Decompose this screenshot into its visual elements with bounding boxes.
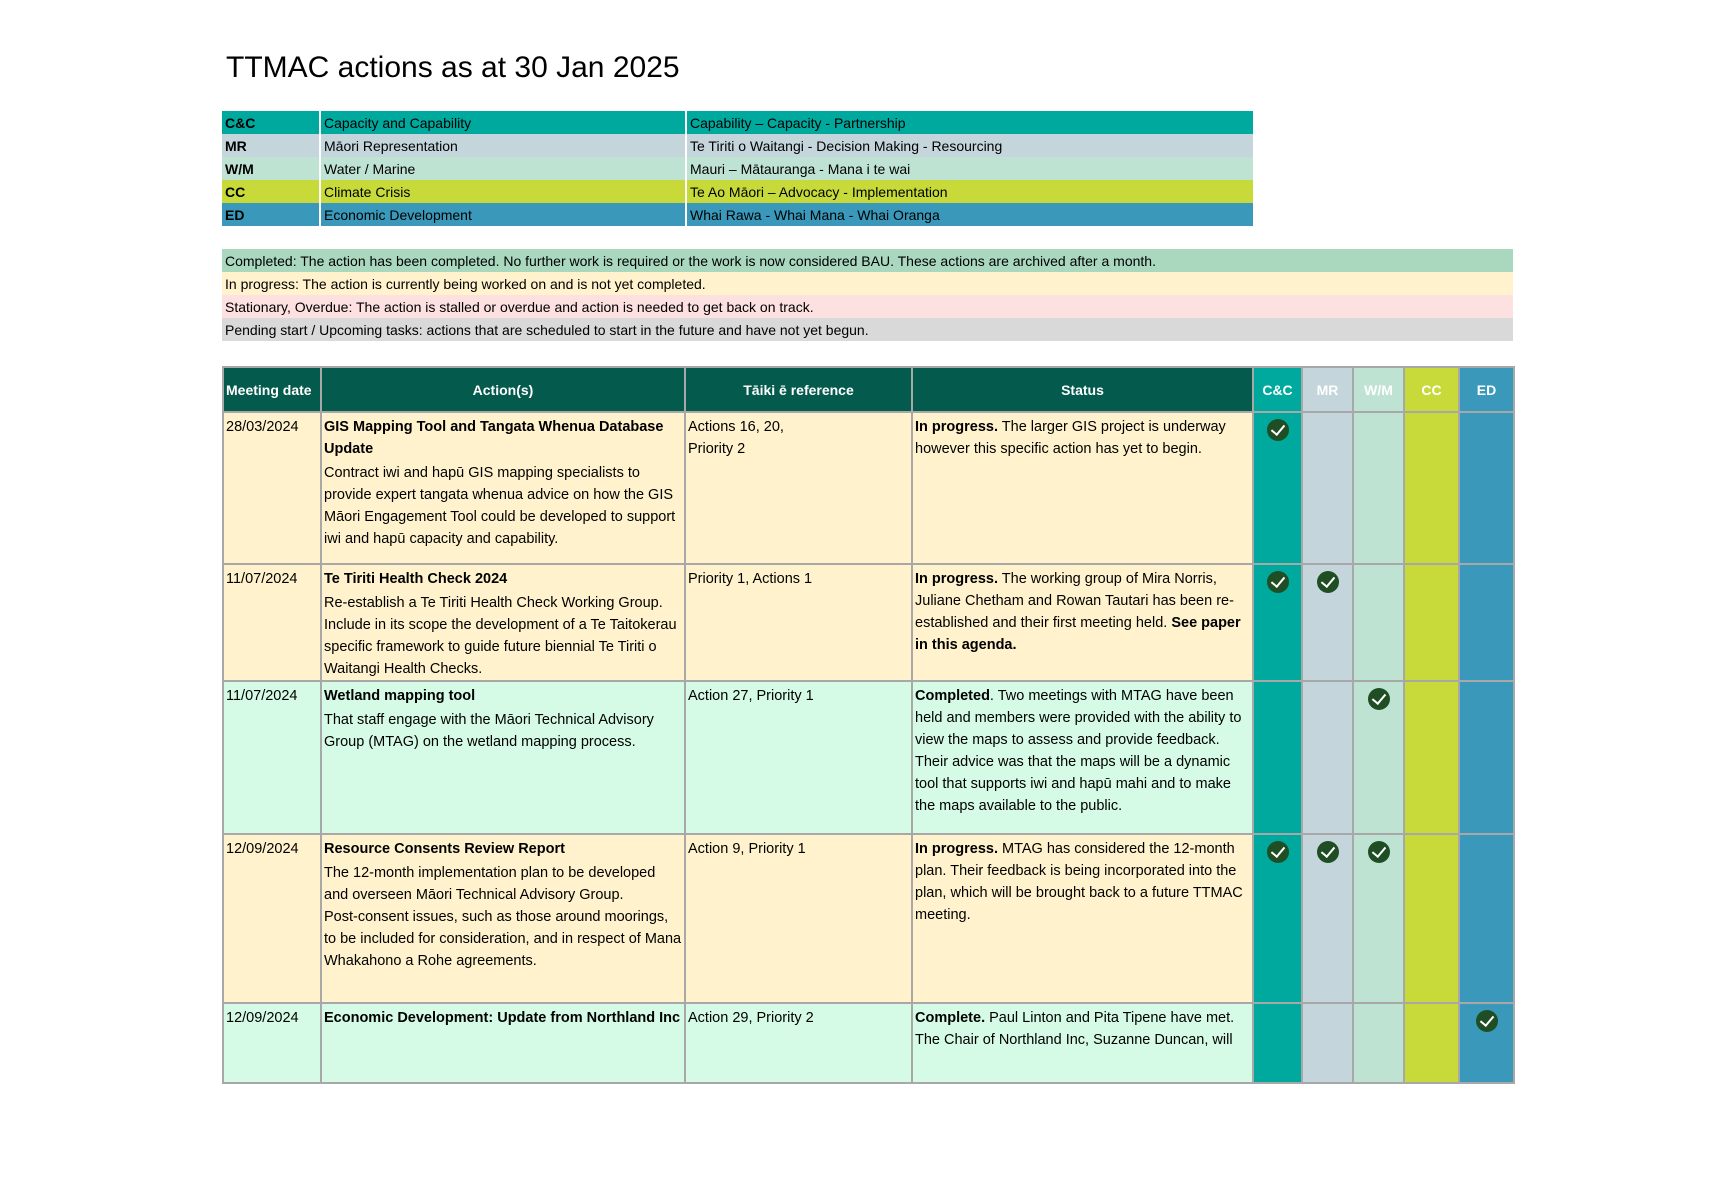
theme-mr-cell: [1302, 1003, 1353, 1083]
theme-wm-cell: [1353, 681, 1404, 834]
theme-ed-cell: [1459, 834, 1514, 1003]
status-text: The working group of Mira Norris, Juliane Chetham and Rowan Tautari has been re-established and their first meeting held.: [915, 571, 1234, 631]
action-description: Post-consent issues, such as those around moorings, to be included for consideration, and in respect of Mana Whakahono a Rohe agreements.: [324, 909, 682, 969]
theme-mr-cell: [1302, 681, 1353, 834]
status-label: Completed: [915, 688, 990, 704]
theme-mr-cell: [1302, 834, 1353, 1003]
theme-cc-cell: [1253, 412, 1302, 564]
theme-ed-cell: [1459, 681, 1514, 834]
legend-name: Water / Marine: [320, 157, 686, 180]
status-text: MTAG has considered the 12-month plan. Their feedback is being incorporated into the plan, which will be brought back to a future TTMAC meeting.: [915, 841, 1243, 923]
check-icon: [1368, 841, 1390, 863]
check-icon: [1267, 571, 1289, 593]
reference-line: Actions 16, 20,: [688, 419, 784, 435]
legend-name: Climate Crisis: [320, 180, 686, 203]
theme-wm-cell: [1353, 834, 1404, 1003]
legend-code: CC: [222, 180, 320, 203]
action-cell: [321, 412, 685, 564]
status-cell: [912, 1003, 1253, 1083]
status-key-completed: Completed: The action has been completed. No further work is required or the work is now considered BAU. These actions are archived after a month.: [225, 252, 1156, 269]
theme-mr-cell: [1302, 412, 1353, 564]
reference-cell: [685, 834, 912, 1003]
header-mr: MR: [1302, 367, 1353, 412]
reference-line: Action 29, Priority 2: [688, 1010, 814, 1026]
action-description: That staff engage with the Māori Technical Advisory Group (MTAG) on the wetland mapping process.: [324, 712, 654, 750]
legend-code: C&C: [222, 111, 320, 134]
check-icon: [1267, 841, 1289, 863]
action-cell: [321, 834, 685, 1003]
table-header-row: [223, 367, 1514, 412]
reference-cell: [685, 681, 912, 834]
reference-cell: [685, 564, 912, 681]
meeting-date: 11/07/2024: [223, 681, 321, 834]
table-row: [223, 564, 1514, 681]
table-row: [223, 681, 1514, 834]
reference-line: Action 9, Priority 1: [688, 841, 806, 857]
theme-ed-cell: [1459, 412, 1514, 564]
status-cell: [912, 564, 1253, 681]
legend-pillars: Mauri – Mātauranga - Mana i te wai: [690, 160, 911, 177]
theme-climate-cell: [1404, 564, 1459, 681]
meeting-date: 28/03/2024: [223, 412, 321, 564]
action-title: Resource Consents Review Report: [324, 841, 565, 857]
theme-climate-cell: [1404, 834, 1459, 1003]
legend-pillars: Capability – Capacity - Partnership: [690, 114, 906, 131]
reference-line: Priority 2: [688, 441, 746, 457]
action-title: Wetland mapping tool: [324, 688, 476, 704]
status-cell: [912, 681, 1253, 834]
action-title: Economic Development: Update from Northland Inc: [324, 1010, 681, 1026]
status-key-in-progress: In progress: The action is currently being worked on and is not yet completed.: [225, 275, 706, 292]
status-key-stationary: Stationary, Overdue: The action is stalled or overdue and action is needed to get back on track.: [225, 298, 814, 315]
theme-wm-cell: [1353, 412, 1404, 564]
reference-cell: [685, 1003, 912, 1083]
header-wm: W/M: [1353, 367, 1404, 412]
status-label: In progress.: [915, 841, 998, 857]
header-cc: C&C: [1253, 367, 1302, 412]
status-text: . Two meetings with MTAG have been held and members were provided with the ability to view the maps to assess and provide feedback. Their advice was that the maps will be a dynamic tool that supports iwi and hapū mahi and to make the maps available to the public.: [915, 688, 1242, 814]
actions-table: [222, 366, 1515, 1084]
theme-cc-cell: [1253, 681, 1302, 834]
status-link-text: See paper in this agenda.: [915, 615, 1241, 653]
theme-wm-cell: [1353, 1003, 1404, 1083]
check-icon: [1317, 841, 1339, 863]
theme-mr-cell: [1302, 564, 1353, 681]
theme-wm-cell: [1353, 564, 1404, 681]
action-cell: [321, 681, 685, 834]
legend-name: Māori Representation: [320, 134, 686, 157]
action-description: The 12-month implementation plan to be developed and overseen Māori Technical Advisory Group.: [324, 865, 656, 903]
action-description: Contract iwi and hapū GIS mapping specialists to provide expert tangata whenua advice on how the GIS Māori Engagement Tool could be developed to support iwi and hapū capacity and capability.: [324, 465, 676, 547]
status-text: The larger GIS project is underway however this specific action has yet to begin.: [915, 419, 1226, 457]
theme-climate-cell: [1404, 1003, 1459, 1083]
action-cell: [321, 564, 685, 681]
reference-line: Action 27, Priority 1: [688, 688, 814, 704]
header-reference: Tāiki ē reference: [685, 367, 912, 412]
theme-ed-cell: [1459, 564, 1514, 681]
theme-ed-cell: [1459, 1003, 1514, 1083]
legend-code: MR: [222, 134, 320, 157]
legend-code: W/M: [222, 157, 320, 180]
legend-pillars: Te Tiriti o Waitangi - Decision Making - Resourcing: [690, 137, 1003, 154]
page-title: TTMAC actions as at 30 Jan 2025: [226, 51, 680, 84]
check-icon: [1267, 419, 1289, 441]
theme-cc-cell: [1253, 1003, 1302, 1083]
meeting-date: 12/09/2024: [223, 1003, 321, 1083]
header-ed: ED: [1459, 367, 1514, 412]
check-icon: [1368, 688, 1390, 710]
theme-cc-cell: [1253, 834, 1302, 1003]
legend-name: Economic Development: [320, 203, 686, 226]
status-label: In progress.: [915, 419, 998, 435]
check-icon: [1317, 571, 1339, 593]
status-cell: [912, 412, 1253, 564]
action-title: GIS Mapping Tool and Tangata Whenua Database Update: [324, 419, 664, 457]
table-row: [223, 1003, 1514, 1083]
header-actions: Action(s): [321, 367, 685, 412]
status-label: Complete.: [915, 1010, 986, 1026]
check-icon: [1476, 1010, 1498, 1032]
table-row: [223, 834, 1514, 1003]
action-title: Te Tiriti Health Check 2024: [324, 571, 508, 587]
legend-pillars: Te Ao Māori – Advocacy - Implementation: [690, 183, 948, 200]
status-key-pending: Pending start / Upcoming tasks: actions that are scheduled to start in the future and have not yet begun.: [225, 321, 869, 338]
status-label: In progress.: [915, 571, 998, 587]
reference-cell: [685, 412, 912, 564]
action-cell: [321, 1003, 685, 1083]
table-row: [223, 412, 1514, 564]
theme-climate-cell: [1404, 681, 1459, 834]
status-cell: [912, 834, 1253, 1003]
legend-name: Capacity and Capability: [320, 111, 686, 134]
action-description: Re-establish a Te Tiriti Health Check Working Group. Include in its scope the development of a Te Taitokerau specific framework to guide future biennial Te Tiriti o Waitangi Health Checks.: [324, 595, 677, 677]
status-text: Paul Linton and Pita Tipene have met. The Chair of Northland Inc, Suzanne Duncan, will: [915, 1010, 1235, 1048]
header-meeting-date: Meeting date: [223, 367, 321, 412]
legend-code: ED: [222, 203, 320, 226]
header-climate: CC: [1404, 367, 1459, 412]
header-status: Status: [912, 367, 1253, 412]
theme-cc-cell: [1253, 564, 1302, 681]
meeting-date: 11/07/2024: [223, 564, 321, 681]
reference-line: Priority 1, Actions 1: [688, 571, 813, 587]
meeting-date: 12/09/2024: [223, 834, 321, 1003]
legend-pillars: Whai Rawa - Whai Mana - Whai Oranga: [690, 206, 940, 223]
theme-climate-cell: [1404, 412, 1459, 564]
